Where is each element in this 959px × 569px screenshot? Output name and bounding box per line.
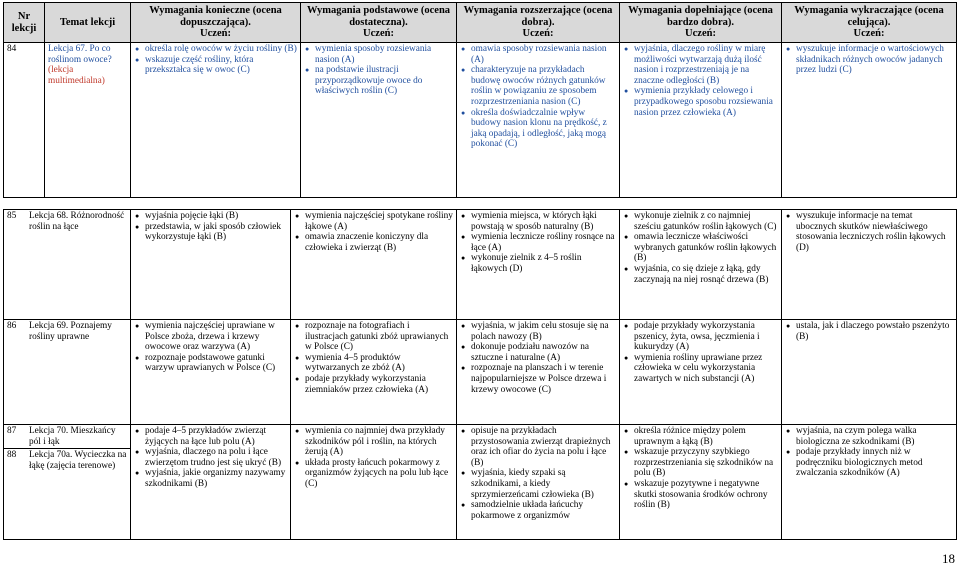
requirement-item: ● omawia znaczenie koniczyny dla człowieka i zwierząt (B) — [305, 232, 453, 253]
requirement-item: ● wymienia miejsca, w których łąki powstają w sposób naturalny (B) — [471, 211, 616, 232]
req-beyond-cell — [782, 210, 957, 320]
req-add-cell — [620, 210, 782, 320]
requirement-item: ● wyjaśnia, co się dzieje z łąką, gdy zaczynają na niej rosnąć drzewa (B) — [634, 264, 778, 285]
requirements-table-top — [3, 2, 957, 198]
requirement-item: ● samodzielnie układa łańcuchy pokarmowe z organizmów — [471, 500, 616, 521]
header-req-add: Wymagania dopełniające (ocena bardzo dobra). Uczeń: — [620, 3, 782, 43]
req-ext-cell — [457, 43, 620, 198]
requirement-item: ● wykonuje zielnik z 4–5 roślin łąkowych (D) — [471, 253, 616, 274]
requirement-item: ● wyjaśnia pojęcie łąki (B) — [145, 211, 287, 222]
requirement-item: ● wyjaśnia, dlaczego rośliny w miarę możliwości wytwarzają dużą ilość nasion i rozprzestrzeniają je na znaczne odległości (B) — [634, 44, 778, 86]
req-beyond-cell — [782, 320, 957, 425]
requirement-item: ● wymienia przykłady celowego i przypadkowego sposobu rozsiewania nasion przez człowieka (A) — [634, 86, 778, 118]
requirement-item: ● określa doświadczalnie wpływ budowy nasion klonu na prędkość, z jaką opadają, i odległość, jaką mogą pokonać (C) — [471, 108, 616, 150]
requirement-item: ● wyszukuje informacje na temat ubocznych skutków niewłaściwego stosowania leczniczych roślin łąkowych (D) — [796, 211, 953, 253]
requirement-item: ● podaje przykłady wykorzystania ziemniaków przez człowieka (A) — [305, 374, 453, 395]
requirement-item: ● podaje przykłady innych niż w podręczniku biologicznych metod zwalczania szkodników (A) — [796, 447, 953, 479]
requirement-item: ● wymienia najczęściej uprawiane w Polsce zboża, drzewa i krzewy owocowe oraz warzywa (A) — [145, 321, 287, 353]
requirement-item: ● wymienia lecznicze rośliny rosnące na łące (A) — [471, 232, 616, 253]
req-min-cell — [131, 210, 291, 320]
header-req-ext: Wymagania rozszerzające (ocena dobra). Uczeń: — [457, 3, 620, 43]
requirement-item: ● wyjaśnia, na czym polega walka biologiczna ze szkodnikami (B) — [796, 426, 953, 447]
lesson-topic: 86 Lekcja 69. Poznajemy rośliny uprawne — [4, 320, 131, 425]
requirement-item: ● wyjaśnia, w jakim celu stosuje się na polach nawozy (B) — [471, 321, 616, 342]
req-beyond-cell — [782, 425, 957, 540]
header-req-beyond: Wymagania wykraczające (ocena celująca). Uczeń: — [782, 3, 957, 43]
lesson-topic: 87 Lekcja 70. Mieszkańcy pól i łąk 88 Lekcja 70a. Wycieczka na łąkę (zajęcia terenowe) — [4, 425, 131, 540]
req-basic-cell — [301, 43, 457, 198]
requirement-item: ● wymienia 4–5 produktów wytwarzanych ze zbóż (A) — [305, 353, 453, 374]
table-row — [4, 210, 957, 320]
requirement-item: ● wyjaśnia, kiedy szpaki są szkodnikami, a kiedy sprzymierzeńcami człowieka (B) — [471, 468, 616, 500]
requirement-item: ● wyszukuje informacje o wartościowych składnikach różnych owoców jadanych przez ludzi (C) — [796, 44, 953, 76]
req-add-cell — [620, 425, 782, 540]
requirement-item: ● wskazuje pozytywne i negatywne skutki stosowania środków ochrony roślin (B) — [634, 479, 778, 511]
requirement-item: ● przedstawia, w jaki sposób człowiek wykorzystuje łąki (B) — [145, 222, 287, 243]
requirement-item: ● układa prosty łańcuch pokarmowy z organizmów żyjących na polu lub łące (C) — [305, 458, 453, 490]
requirements-table-bottom — [3, 209, 957, 540]
requirement-item: ● na podstawie ilustracji przyporządkowuje owoce do właściwych roślin (C) — [315, 65, 453, 97]
requirement-item: ● wyjaśnia, dlaczego na polu i łące zwierzętom trudno jest się ukryć (B) — [145, 447, 287, 468]
requirement-item: ● określa różnice między polem uprawnym a łąką (B) — [634, 426, 778, 447]
req-ext-cell — [457, 425, 620, 540]
requirement-item: ● wskazuje część rośliny, która przekształca się w owoc (C) — [145, 55, 297, 76]
header-nr: Nr lekcji — [4, 3, 45, 43]
header-req-basic: Wymagania podstawowe (ocena dostateczna). Uczeń: — [301, 3, 457, 43]
requirement-item: ● rozpoznaje na fotografiach i ilustracjach gatunki zbóż uprawianych w Polsce (C) — [305, 321, 453, 353]
requirement-item: ● opisuje na przykładach przystosowania zwierząt drapieżnych oraz ich ofiar do życia na polu i łące (B) — [471, 426, 616, 468]
requirement-item: ● wymienia rośliny uprawiane przez człowieka w celu wykorzystania zawartych w nich substancji (A) — [634, 353, 778, 385]
req-ext-cell — [457, 320, 620, 425]
requirement-item: ● wymienia najczęściej spotykane rośliny łąkowe (A) — [305, 211, 453, 232]
lesson-number: 84 — [4, 43, 45, 198]
requirement-item: ● omawia sposoby rozsiewania nasion (A) — [471, 44, 616, 65]
requirement-item: ● podaje 4–5 przykładów zwierząt żyjących na łące lub polu (A) — [145, 426, 287, 447]
table-row — [4, 320, 957, 425]
req-basic-cell — [291, 425, 457, 540]
requirement-item: ● wykonuje zielnik z co najmniej sześciu gatunków roślin łąkowych (C) — [634, 211, 778, 232]
requirement-item: ● charakteryzuje na przykładach budowę owoców różnych gatunków roślin w powiązaniu ze sposobem rozprzestrzeniania nasion (C) — [471, 65, 616, 107]
header-topic: Temat lekcji — [45, 3, 131, 43]
requirement-item: ● podaje przykłady wykorzystania pszenicy, żyta, owsa, jęczmienia i kukurydzy (A) — [634, 321, 778, 353]
requirement-item: ● omawia lecznicze właściwości wybranych gatunków roślin łąkowych (B) — [634, 232, 778, 264]
requirement-item: ● wymienia co najmniej dwa przykłady szkodników pól i roślin, na których żerują (A) — [305, 426, 453, 458]
requirement-item: ● rozpoznaje podstawowe gatunki warzyw uprawianych w Polsce (C) — [145, 353, 287, 374]
req-beyond-cell — [782, 43, 957, 198]
requirement-item: ● rozpoznaje na planszach i w terenie najpopularniejsze w Polsce drzewa i krzewy owocowe (C) — [471, 363, 616, 395]
req-add-cell — [620, 43, 782, 198]
page-number: 18 — [942, 551, 955, 566]
req-basic-cell — [291, 320, 457, 425]
requirement-item: ● dokonuje podziału nawozów na sztuczne i naturalne (A) — [471, 342, 616, 363]
requirement-item: ● wymienia sposoby rozsiewania nasion (A) — [315, 44, 453, 65]
req-basic-cell — [291, 210, 457, 320]
table-row — [4, 43, 957, 198]
req-min-cell — [131, 320, 291, 425]
requirement-item: ● określa rolę owoców w życiu rośliny (B) — [145, 44, 297, 55]
header-req-min: Wymagania konieczne (ocena dopuszczająca). Uczeń: — [131, 3, 301, 43]
table-row — [4, 425, 957, 540]
req-min-cell — [131, 425, 291, 540]
req-add-cell — [620, 320, 782, 425]
lesson-topic: 85 Lekcja 68. Różnorodność roślin na łące — [4, 210, 131, 320]
req-ext-cell — [457, 210, 620, 320]
requirement-item: ● wyjaśnia, jakie organizmy nazywamy szkodnikami (B) — [145, 468, 287, 489]
req-min-cell — [131, 43, 301, 198]
requirement-item: ● ustala, jak i dlaczego powstało pszenżyto (B) — [796, 321, 953, 342]
requirement-item: ● wskazuje przyczyny szybkiego rozprzestrzeniania się szkodników na polu (B) — [634, 447, 778, 479]
lesson-topic: Lekcja 67. Po co roślinom owoce? (lekcja multimedialna) — [45, 43, 131, 198]
